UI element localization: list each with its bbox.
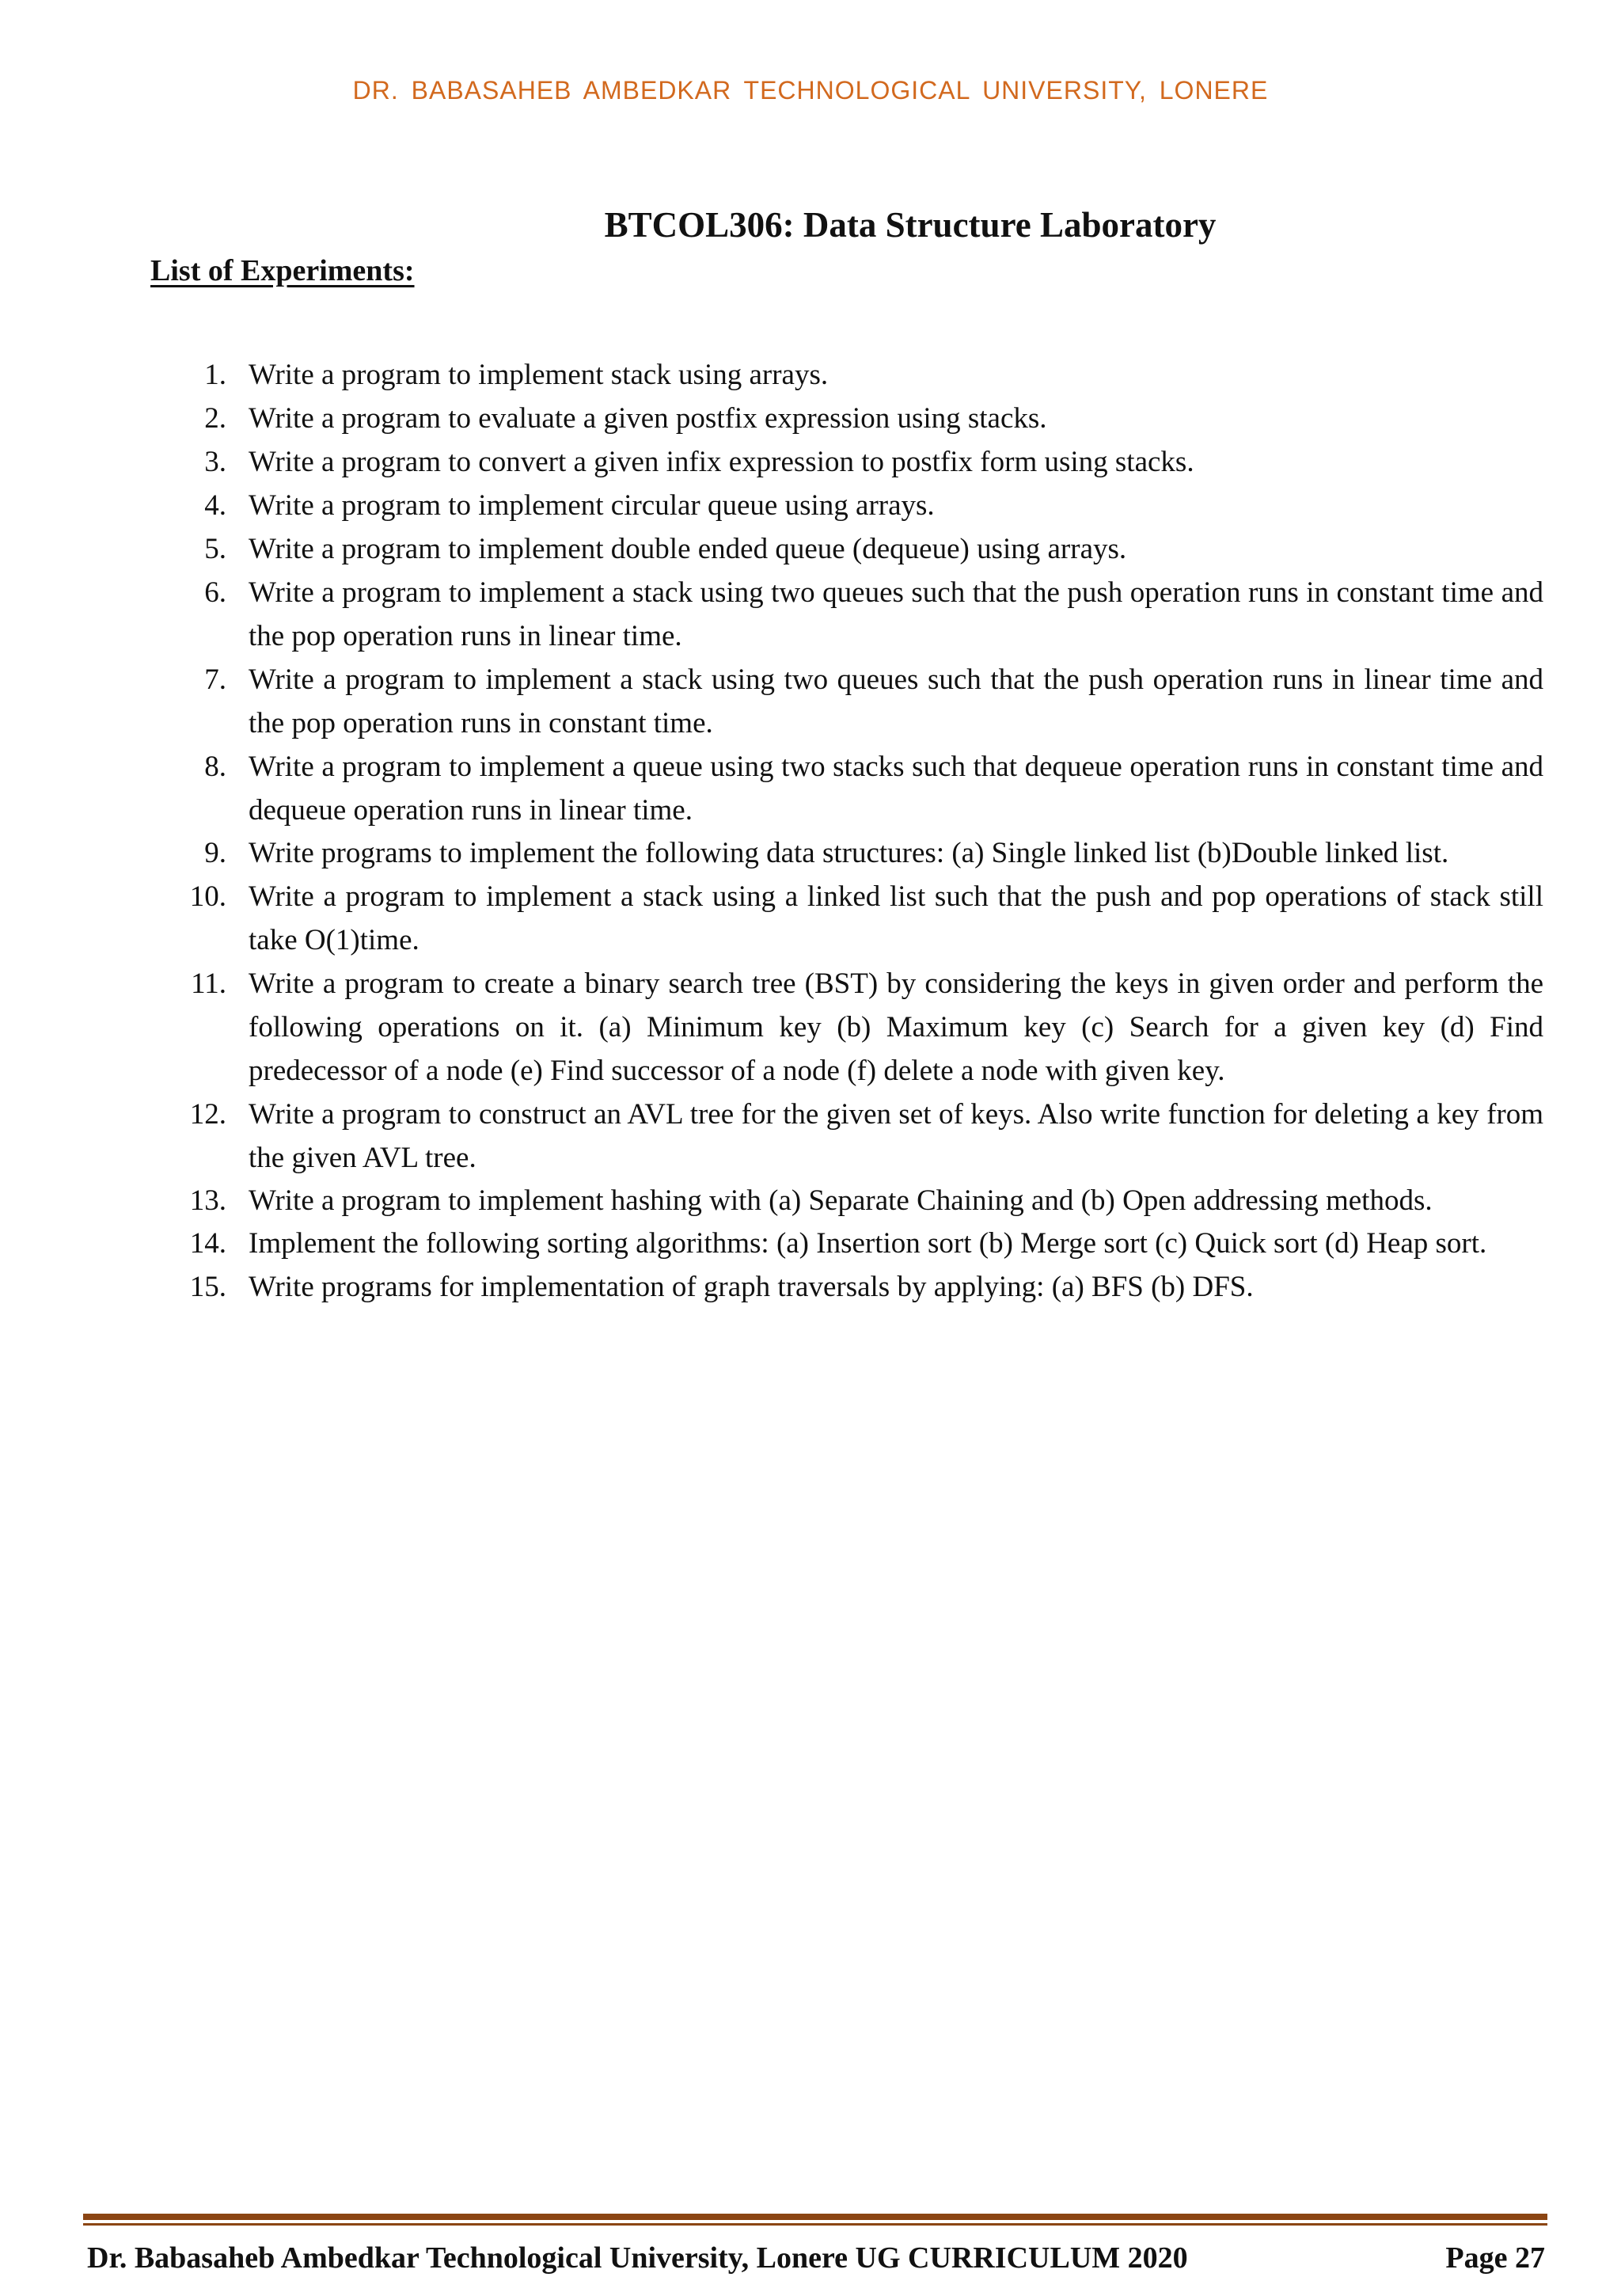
item-number: 12. [189,1098,226,1131]
list-item [150,1180,1543,1222]
footer-divider-thick [83,2214,1547,2220]
item-number: 13. [189,1184,226,1217]
item-number: 3. [204,446,226,478]
list-item [150,527,1543,571]
list-item [150,875,1543,962]
item-text: Write a program to convert a given infix expression to postfix form using stacks. [249,446,1194,478]
list-item [150,1093,1543,1180]
item-text: Write programs to implement the following data structures: (a) Single linked list (b)Double linked list. [249,837,1449,869]
item-text: Write a program to implement double ended queue (dequeue) using arrays. [249,533,1127,565]
footer-divider-thin [83,2223,1547,2226]
footer [87,2241,1545,2275]
footer-text: Dr. Babasaheb Ambedkar Technological University, Lonere UG CURRICULUM 2020 [87,2241,1188,2275]
item-text: Write a program to implement a stack using a linked list such that the push and pop operations of stack still take O(1)time. [249,880,1543,956]
item-number: 15. [189,1271,226,1303]
item-text: Write programs for implementation of graph traversals by applying: (a) BFS (b) DFS. [249,1271,1254,1303]
list-item [150,484,1543,527]
list-item [150,1265,1543,1309]
item-number: 2. [204,402,226,435]
item-text: Write a program to implement stack using arrays. [249,359,829,391]
item-text: Write a program to implement a stack using two queues such that the push operation runs in linear time and the pop operation runs in constant time. [249,663,1543,739]
list-item [150,397,1543,440]
course-title: BTCOL306: Data Structure Laboratory [604,205,1217,245]
item-number: 10. [189,880,226,913]
list-item [150,745,1543,832]
list-item [150,1222,1543,1265]
item-number: 7. [204,663,226,696]
item-text: Write a program to implement circular queue using arrays. [249,489,935,522]
list-item [150,440,1543,484]
list-item [150,962,1543,1093]
item-text: Implement the following sorting algorithms: (a) Insertion sort (b) Merge sort (c) Quick sort (d) Heap sort. [249,1227,1487,1260]
item-text: Write a program to construct an AVL tree for the given set of keys. Also write function for deleting a key from the given AVL tree. [249,1098,1543,1174]
item-number: 1. [204,359,226,391]
item-text: Write a program to create a binary search tree (BST) by considering the keys in given order and perform the following operations on it. (a) Minimum key (b) Maximum key (c) Search for a given key (d) Find predecessor of a node (e) Find successor of a node (f) delete a node with given key. [249,967,1543,1087]
list-heading: List of Experiments: [150,254,415,287]
list-item [150,658,1543,745]
item-text: Write a program to implement a queue using two stacks such that dequeue operation runs in constant time and dequeue operation runs in linear time. [249,751,1543,827]
item-number: 14. [189,1227,226,1260]
list-item [150,832,1543,875]
item-number: 5. [204,533,226,565]
item-number: 6. [204,576,226,609]
item-text: Write a program to implement hashing with (a) Separate Chaining and (b) Open addressing methods. [249,1184,1433,1217]
list-item [150,571,1543,658]
page-number: Page 27 [1445,2241,1545,2275]
item-number: 8. [204,751,226,783]
item-text: Write a program to evaluate a given postfix expression using stacks. [249,402,1047,435]
item-number: 4. [204,489,226,522]
list-item [150,353,1543,397]
item-text: Write a program to implement a stack using two queues such that the push operation runs in constant time and the pop operation runs in linear time. [249,576,1543,652]
experiment-list [150,353,1543,1309]
item-number: 9. [204,837,226,869]
running-header: DR. BABASAHEB AMBEDKAR TECHNOLOGICAL UNIVERSITY, LONERE [352,76,1269,105]
item-number: 11. [191,967,226,1000]
